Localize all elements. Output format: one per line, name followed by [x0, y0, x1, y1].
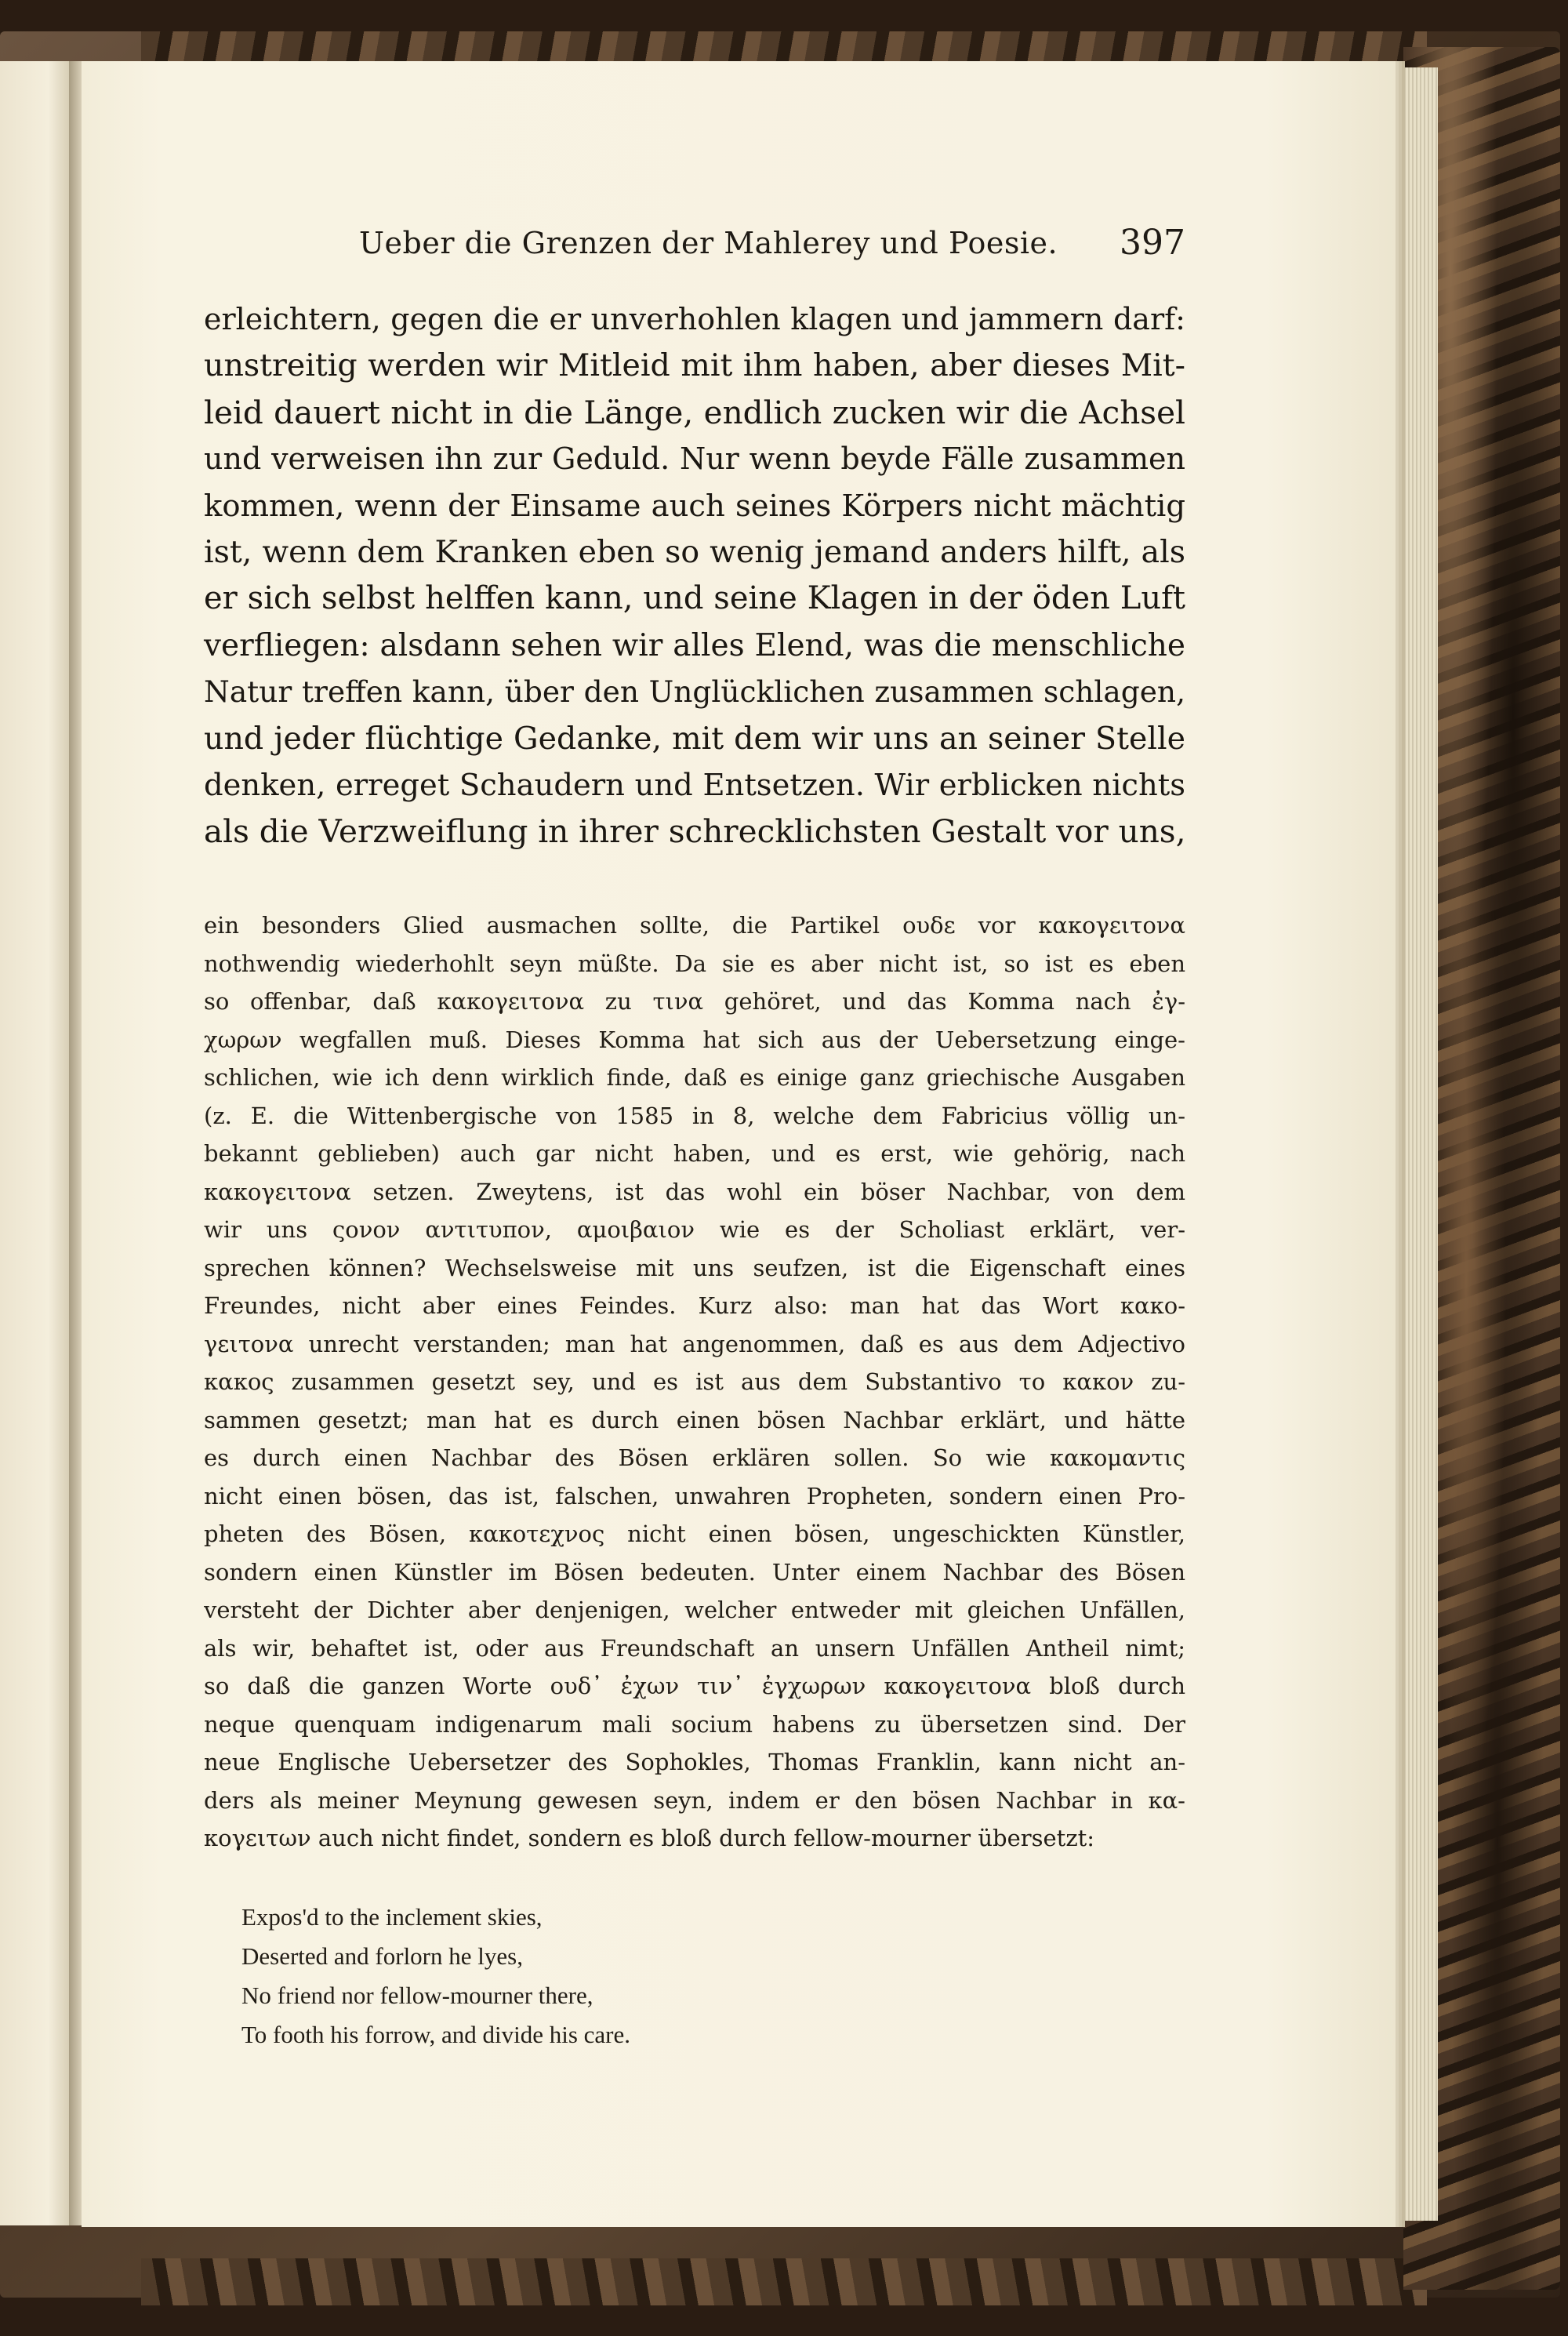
- text-line: unstreitig werden wir Mitleid mit ihm haben, aber dieses Mit-: [204, 347, 1185, 384]
- footnote-line: nicht einen bösen, das ist, falschen, unwahren Propheten, sondern einen Pro-: [204, 1482, 1185, 1509]
- footnote-line: χωρων wegfallen muß. Dieses Komma hat sich aus der Uebersetzung einge-: [204, 1026, 1185, 1053]
- poem-line: Expos'd to the inclement skies,: [241, 1903, 543, 1931]
- footnote-line: sondern einen Künstler im Bösen bedeuten. Unter einem Nachbar des Bösen: [204, 1558, 1185, 1586]
- poem-line: No friend nor fellow-mourner there,: [241, 1982, 593, 2009]
- text-line: er sich selbst helffen kann, und seine Klagen in der öden Luft: [204, 580, 1185, 617]
- footnote-line: als wir, behaftet ist, oder aus Freundschaft an unsern Unfällen Antheil nimt;: [204, 1634, 1185, 1662]
- footnote-line: κακος zusammen gesetzt sey, und es ist aus dem Substantivo το κακον zu-: [204, 1368, 1185, 1395]
- footnote-line: (z. E. die Wittenbergische von 1585 in 8, welche dem Fabricius völlig un-: [204, 1102, 1185, 1129]
- quoted-poem: [241, 1898, 1104, 2054]
- text-line: denken, erreget Schaudern und Entsetzen. Wir erblicken nichts: [204, 768, 1185, 804]
- footnote-line: ein besonders Glied ausmachen sollte, die Partikel ουδε vor κακογειτονα: [204, 912, 1185, 939]
- footnote-line: bekannt geblieben) auch gar nicht haben, und es erst, wie gehörig, nach: [204, 1140, 1185, 1167]
- footnote-line: Freundes, nicht aber eines Feindes. Kurz also: man hat das Wort κακο-: [204, 1292, 1185, 1319]
- text-line: und verweisen ihn zur Geduld. Nur wenn beyde Fälle zusammen: [204, 441, 1185, 477]
- text-line: leid dauert nicht in die Länge, endlich zucken wir die Achsel: [204, 393, 1185, 431]
- footnote-line: neque quenquam indigenarum mali socium habens zu übersetzen sind. Der: [204, 1710, 1185, 1738]
- footnote-line: nothwendig wiederhohlt seyn müßte. Da sie es aber nicht ist, so ist es eben: [204, 950, 1185, 977]
- footnote-line: sprechen können? Wechselsweise mit uns seufzen, ist die Eigenschaft eines: [204, 1254, 1185, 1281]
- footnote-line: so daß die ganzen Worte ουδ᾽ ἐχων τιν᾽ ἐγχωρων κακογειτονα bloß durch: [204, 1673, 1185, 1699]
- footnote-line: pheten des Bösen, κακοτεχνος nicht einen bösen, ungeschickten Künstler,: [204, 1520, 1185, 1547]
- footnote-line: sammen gesetzt; man hat es durch einen bösen Nachbar erklärt, und hätte: [204, 1406, 1185, 1433]
- poem-line: Deserted and forlorn he lyes,: [241, 1942, 523, 1970]
- left-page-edge: [0, 61, 71, 2225]
- text-line: erleichtern, gegen die er unverhohlen klagen und jammern darf:: [204, 302, 1185, 336]
- footnote-line: wir uns ςονον αντιτυπον, αμοιβαιον wie es der Scholiast erklärt, ver-: [204, 1216, 1185, 1243]
- cover-bottom-edge: [141, 2258, 1427, 2305]
- page-block-edges: [1394, 67, 1438, 2221]
- page-number: 397: [1120, 223, 1185, 263]
- footnote-line: versteht der Dichter aber denjenigen, welcher entweder mit gleichen Unfällen,: [204, 1597, 1185, 1623]
- footnote-line: γειτονα unrecht verstanden; man hat angenommen, daß es aus dem Adjectivo: [204, 1330, 1185, 1357]
- footnote-line: so offenbar, daß κακογειτονα zu τινα gehöret, und das Komma nach ἐγ-: [204, 988, 1185, 1015]
- text-line: und jeder flüchtige Gedanke, mit dem wir uns an seiner Stelle: [204, 720, 1185, 757]
- text-line: kommen, wenn der Einsame auch seines Körpers nicht mächtig: [204, 488, 1185, 524]
- footnote-line: κογειτων auch nicht findet, sondern es bloß durch fellow-mourner übersetzt:: [204, 1825, 1095, 1851]
- footnote-line: κακογειτονα setzen. Zweytens, ist das wohl ein böser Nachbar, von dem: [204, 1178, 1185, 1205]
- text-line: ist, wenn dem Kranken eben so wenig jemand anders hilft, als: [204, 534, 1185, 571]
- text-line: Natur treffen kann, über den Unglücklichen zusammen schlagen,: [204, 674, 1185, 710]
- main-text: [204, 296, 1185, 856]
- poem-line: To footh his forrow, and divide his care.: [241, 2021, 630, 2048]
- footnote-line: es durch einen Nachbar des Bösen erklären sollen. So wie κακομαντις: [204, 1444, 1185, 1471]
- running-header: Ueber die Grenzen der Mahlerey und Poesie.: [359, 226, 1058, 260]
- text-line: als die Verzweiflung in ihrer schrecklichsten Gestalt vor uns,: [204, 812, 1186, 851]
- footnote: [204, 906, 1185, 1858]
- text-line: verfliegen: alsdann sehen wir alles Elend, was die menschliche: [204, 627, 1185, 663]
- footnote-line: neue Englische Uebersetzer des Sophokles, Thomas Franklin, kann nicht an-: [204, 1749, 1185, 1775]
- footnote-line: schlichen, wie ich denn wirklich finde, daß es einige ganz griechische Ausgaben: [204, 1064, 1185, 1091]
- footnote-line: ders als meiner Meynung gewesen seyn, indem er den bösen Nachbar in κα-: [204, 1786, 1185, 1814]
